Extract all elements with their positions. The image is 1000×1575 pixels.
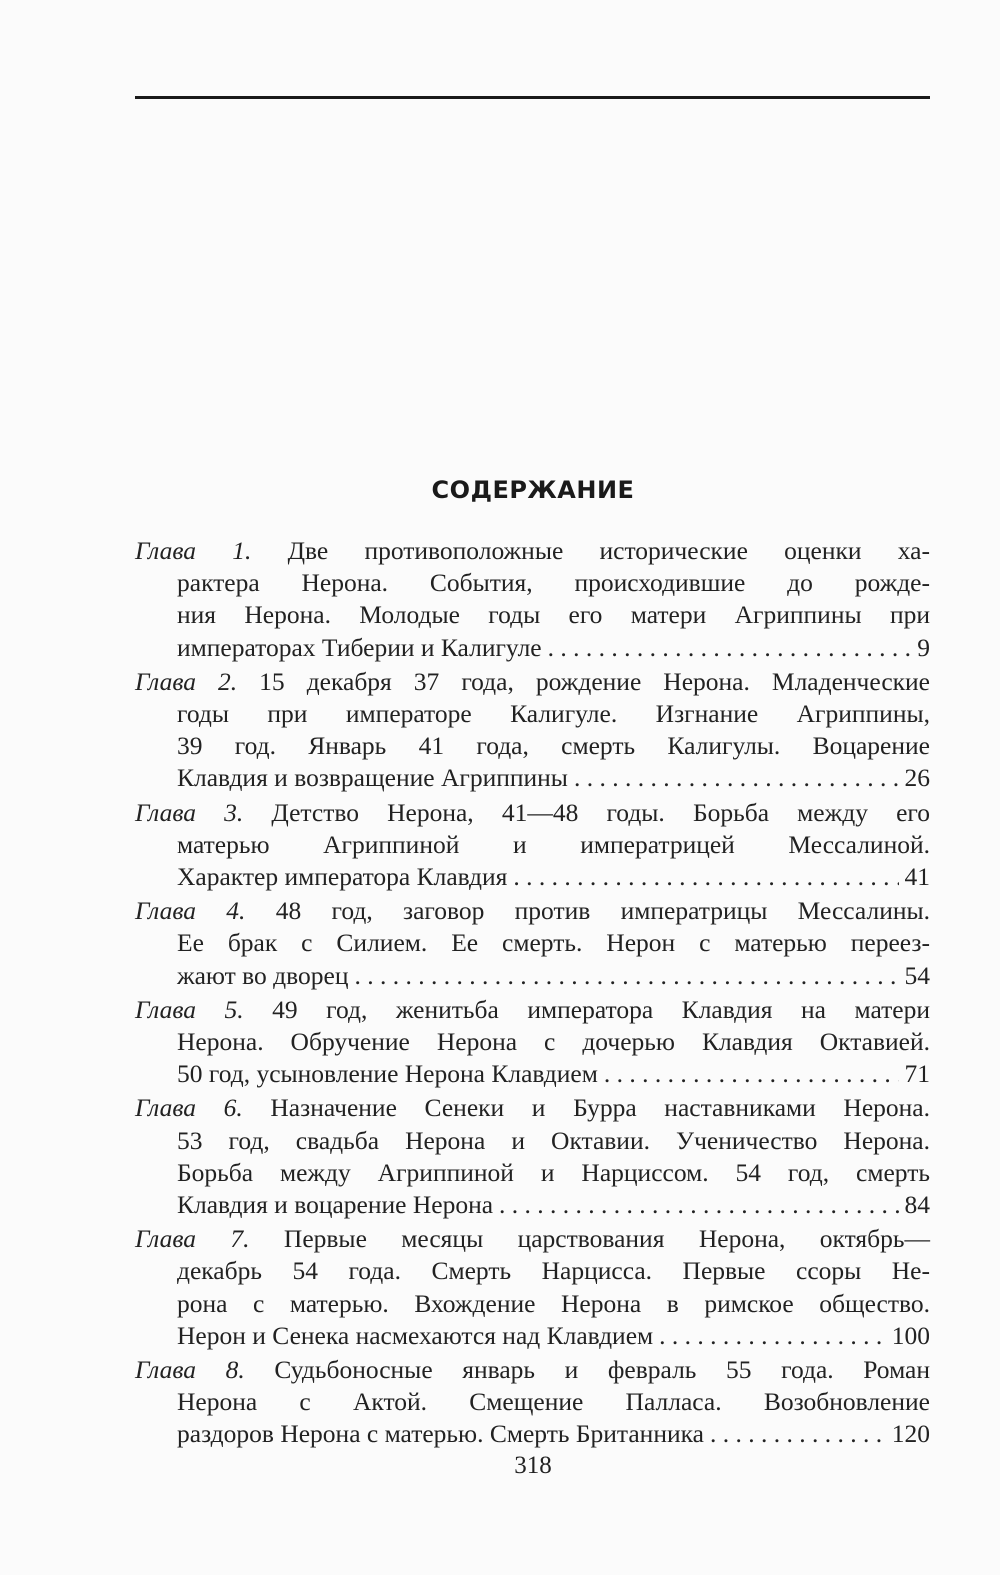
chapter-label: Глава 8. <box>135 1355 245 1385</box>
toc-entry-line <box>135 1058 930 1090</box>
chapter-label: Глава 3. <box>135 797 244 827</box>
chapter-description: 50 год, усыновление Нерона Клавдием <box>177 1059 598 1089</box>
dot-leader <box>659 1320 886 1352</box>
toc-entry[interactable] <box>135 1354 930 1451</box>
toc-entry-line <box>135 698 930 730</box>
table-of-contents <box>135 535 930 1453</box>
dot-leader <box>574 762 899 794</box>
toc-entry-line <box>135 632 930 664</box>
toc-entry[interactable] <box>135 1092 930 1221</box>
chapter-label: Глава 4. <box>135 896 246 926</box>
chapter-description: Первые месяцы царствования Нерона, октябрь— <box>283 1224 930 1254</box>
chapter-description: Характер императора Клавдия <box>177 862 508 892</box>
chapter-description: жают во дворец <box>177 960 349 990</box>
chapter-description: 39 год. Январь 41 года, смерть Калигулы. Воцарение <box>177 731 930 761</box>
chapter-description: рактера Нерона. События, происходившие до рожде- <box>177 568 930 598</box>
toc-entry-line <box>135 1125 930 1157</box>
toc-entry-line <box>135 1026 930 1058</box>
toc-entry-line <box>135 1092 930 1124</box>
chapter-page-number: 100 <box>891 1320 930 1350</box>
chapter-description: Назначение Сенеки и Бурра наставниками Нерона. <box>270 1093 931 1123</box>
toc-entry-line <box>135 1320 930 1352</box>
dot-leader <box>513 861 898 893</box>
chapter-description: 15 декабря 37 года, рождение Нерона. Младенческие <box>259 666 930 696</box>
chapter-description: Нерон и Сенека насмехаются над Клавдием <box>177 1320 654 1350</box>
toc-entry-line <box>135 762 930 794</box>
chapter-label: Глава 2. <box>135 666 238 696</box>
toc-entry-line <box>135 666 930 698</box>
chapter-description: Судьбоносные январь и февраль 55 года. Роман <box>274 1355 930 1385</box>
chapter-label: Глава 5. <box>135 994 244 1024</box>
toc-entry[interactable] <box>135 994 930 1091</box>
toc-entry-line <box>135 1418 930 1450</box>
chapter-description: 48 год, заговор против императрицы Мессалины. <box>275 896 930 926</box>
chapter-page-number: 41 <box>904 862 930 892</box>
chapter-description: 49 год, женитьба императора Клавдия на матери <box>272 994 930 1024</box>
chapter-description: Нерона. Обручение Нерона с дочерью Клавдия Октавией. <box>177 1027 930 1057</box>
toc-entry-line <box>135 1386 930 1418</box>
toc-entry-line <box>135 960 930 992</box>
chapter-description: Ее брак с Силием. Ее смерть. Нерон с матерью переез- <box>177 928 930 958</box>
chapter-description: раздоров Нерона с матерью. Смерть Британника <box>177 1419 704 1449</box>
chapter-page-number: 26 <box>904 763 930 793</box>
dot-leader <box>548 632 912 664</box>
chapter-description: Клавдия и возвращение Агриппины <box>177 763 568 793</box>
chapter-description: декабрь 54 года. Смерть Нарцисса. Первые ссоры Не- <box>177 1256 930 1286</box>
chapter-label: Глава 1. <box>135 536 252 565</box>
chapter-description: ния Нерона. Молодые годы его матери Агриппины при <box>177 600 930 630</box>
chapter-description: Борьба между Агриппиной и Нарциссом. 54 год, смерть <box>177 1157 930 1187</box>
toc-entry-line <box>135 829 930 861</box>
dot-leader <box>710 1418 886 1450</box>
toc-entry-line <box>135 1354 930 1386</box>
toc-entry-line <box>135 1255 930 1287</box>
toc-entry-line <box>135 994 930 1026</box>
dot-leader <box>499 1189 898 1221</box>
chapter-description: Нерона с Актой. Смещение Палласа. Возобновление <box>177 1387 930 1417</box>
toc-entry-line <box>135 535 930 567</box>
toc-entry-line <box>135 1157 930 1189</box>
dot-leader <box>354 960 898 992</box>
page-number: 318 <box>514 1452 552 1479</box>
chapter-description: Детство Нерона, 41—48 годы. Борьба между его <box>271 797 930 827</box>
chapter-label: Глава 7. <box>135 1224 250 1254</box>
toc-entry-line <box>135 1189 930 1221</box>
toc-entry-line <box>135 599 930 631</box>
toc-entry[interactable] <box>135 797 930 894</box>
chapter-page-number: 54 <box>904 960 930 990</box>
toc-entry-line <box>135 1288 930 1320</box>
toc-entry[interactable] <box>135 895 930 992</box>
toc-entry[interactable] <box>135 535 930 664</box>
chapter-description: матерью Агриппиной и императрицей Мессалиной. <box>177 829 930 859</box>
toc-entry-line <box>135 1223 930 1255</box>
toc-entry-line <box>135 895 930 927</box>
toc-entry[interactable] <box>135 666 930 795</box>
toc-entry-line <box>135 730 930 762</box>
chapter-description: Две противоположные исторические оценки ха- <box>287 536 930 565</box>
chapter-page-number: 9 <box>917 632 930 662</box>
chapter-page-number: 71 <box>904 1059 930 1089</box>
chapter-description: годы при императоре Калигуле. Изгнание Агриппины, <box>177 699 930 729</box>
toc-entry-line <box>135 861 930 893</box>
dot-leader <box>604 1058 899 1090</box>
toc-entry-line <box>135 797 930 829</box>
chapter-description: Клавдия и воцарение Нерона <box>177 1190 494 1220</box>
toc-entry-line <box>135 567 930 599</box>
toc-entry-line <box>135 927 930 959</box>
chapter-description: императорах Тиберии и Калигуле <box>177 632 542 662</box>
header-rule <box>135 96 930 99</box>
page-title: СОДЕРЖАНИЕ <box>431 476 635 504</box>
chapter-label: Глава 6. <box>135 1093 243 1123</box>
chapter-page-number: 84 <box>904 1190 930 1220</box>
chapter-page-number: 120 <box>891 1419 930 1449</box>
toc-entry[interactable] <box>135 1223 930 1352</box>
chapter-description: 53 год, свадьба Нерона и Октавии. Ученичество Нерона. <box>177 1125 930 1155</box>
chapter-description: рона с матерью. Вхождение Нерона в римское общество. <box>177 1288 930 1318</box>
